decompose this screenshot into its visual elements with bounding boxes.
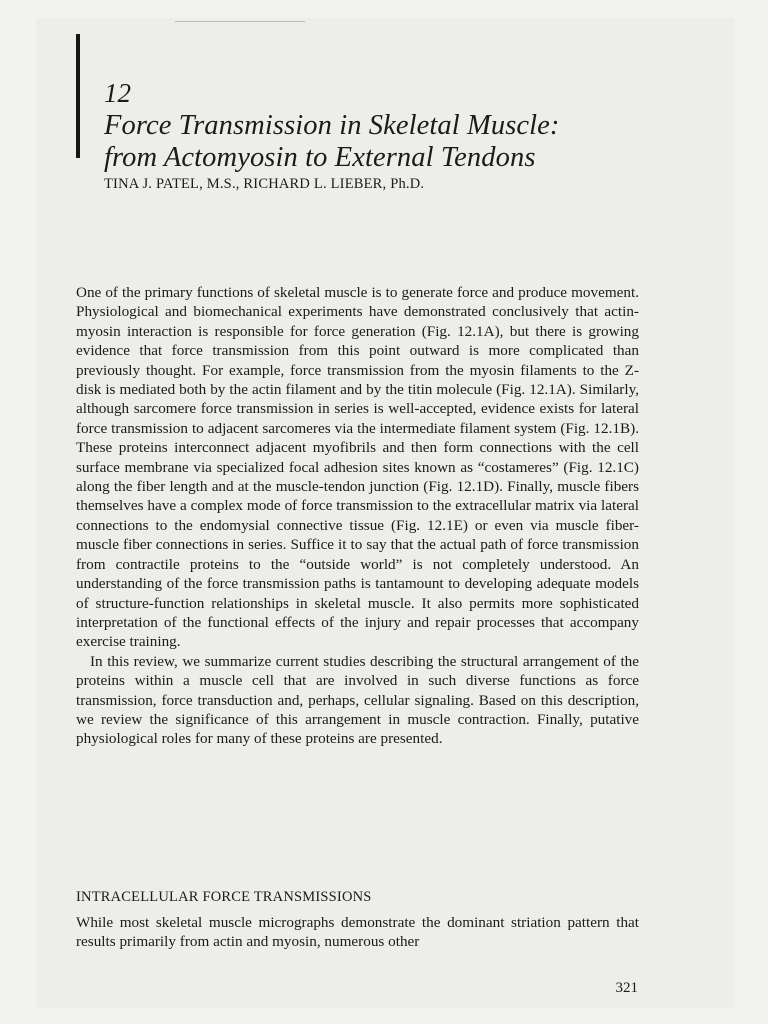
chapter-title <box>104 110 664 174</box>
section-heading: INTRACELLULAR FORCE TRANSMISSIONS <box>76 889 372 905</box>
chapter-number: 12 <box>104 78 131 108</box>
chapter-title-line-2: from Actomyosin to External Tendons <box>104 142 536 173</box>
top-rule <box>175 21 305 22</box>
body-text <box>76 283 639 749</box>
chapter-title-line-1: Force Transmission in Skeletal Muscle: <box>104 110 560 141</box>
section-paragraph: While most skeletal muscle micrographs demonstrate the dominant striation pattern that results primarily from actin and myosin, numerous other <box>76 914 639 951</box>
chapter-bar <box>76 34 80 158</box>
body-paragraph-2: In this review, we summarize current studies describing the structural arrangement of the proteins within a muscle cell that are involved in such diverse functions as force transmission, force transduction and, perhaps, cellular signaling. Based on this description, we review the significance of this arrangement in muscle contraction. Finally, putative physiological roles for many of these proteins are presented. <box>76 652 639 748</box>
body-paragraph-1: One of the primary functions of skeletal muscle is to generate force and produce movement. Physiological and biomechanical experiments have demonstrated conclusively that actin-myosin interaction is responsible for force generation (Fig. 12.1A), but there is growing evidence that force transmission from this point outward is more complicated than previously thought. For example, force transmission from the myosin filaments to the Z-disk is mediated both by the actin filament and by the titin molecule (Fig. 12.1A). Similarly, although sarcomere force transmission in series is well-accepted, evidence exists for lateral force transmission to adjacent sarcomeres via the intermediate filament system (Fig. 12.1B). These proteins interconnect adjacent myofibrils and then form connections with the cell surface membrane via specialized focal adhesion sites known as “costameres” (Fig. 12.1C) along the fiber length and at the muscle-tendon junction (Fig. 12.1D). Finally, muscle fibers themselves have a complex mode of force transmission to the extracellular matrix via lateral connections to the endomysial connective tissue (Fig. 12.1E) or even via muscle fiber-muscle fiber connections in series. Suffice it to say that the actual path of force transmission from contractile proteins to the “outside world” is not completely understood. An understanding of the force transmission paths is tantamount to developing adequate models of structure-function relationships in skeletal muscle. It also permits more sophisticated interpretation of the functional effects of the injury and repair processes that accompany exercise training. <box>76 284 639 651</box>
page-number: 321 <box>615 980 638 996</box>
chapter-authors: TINA J. PATEL, M.S., RICHARD L. LIEBER, Ph.D. <box>104 176 425 192</box>
